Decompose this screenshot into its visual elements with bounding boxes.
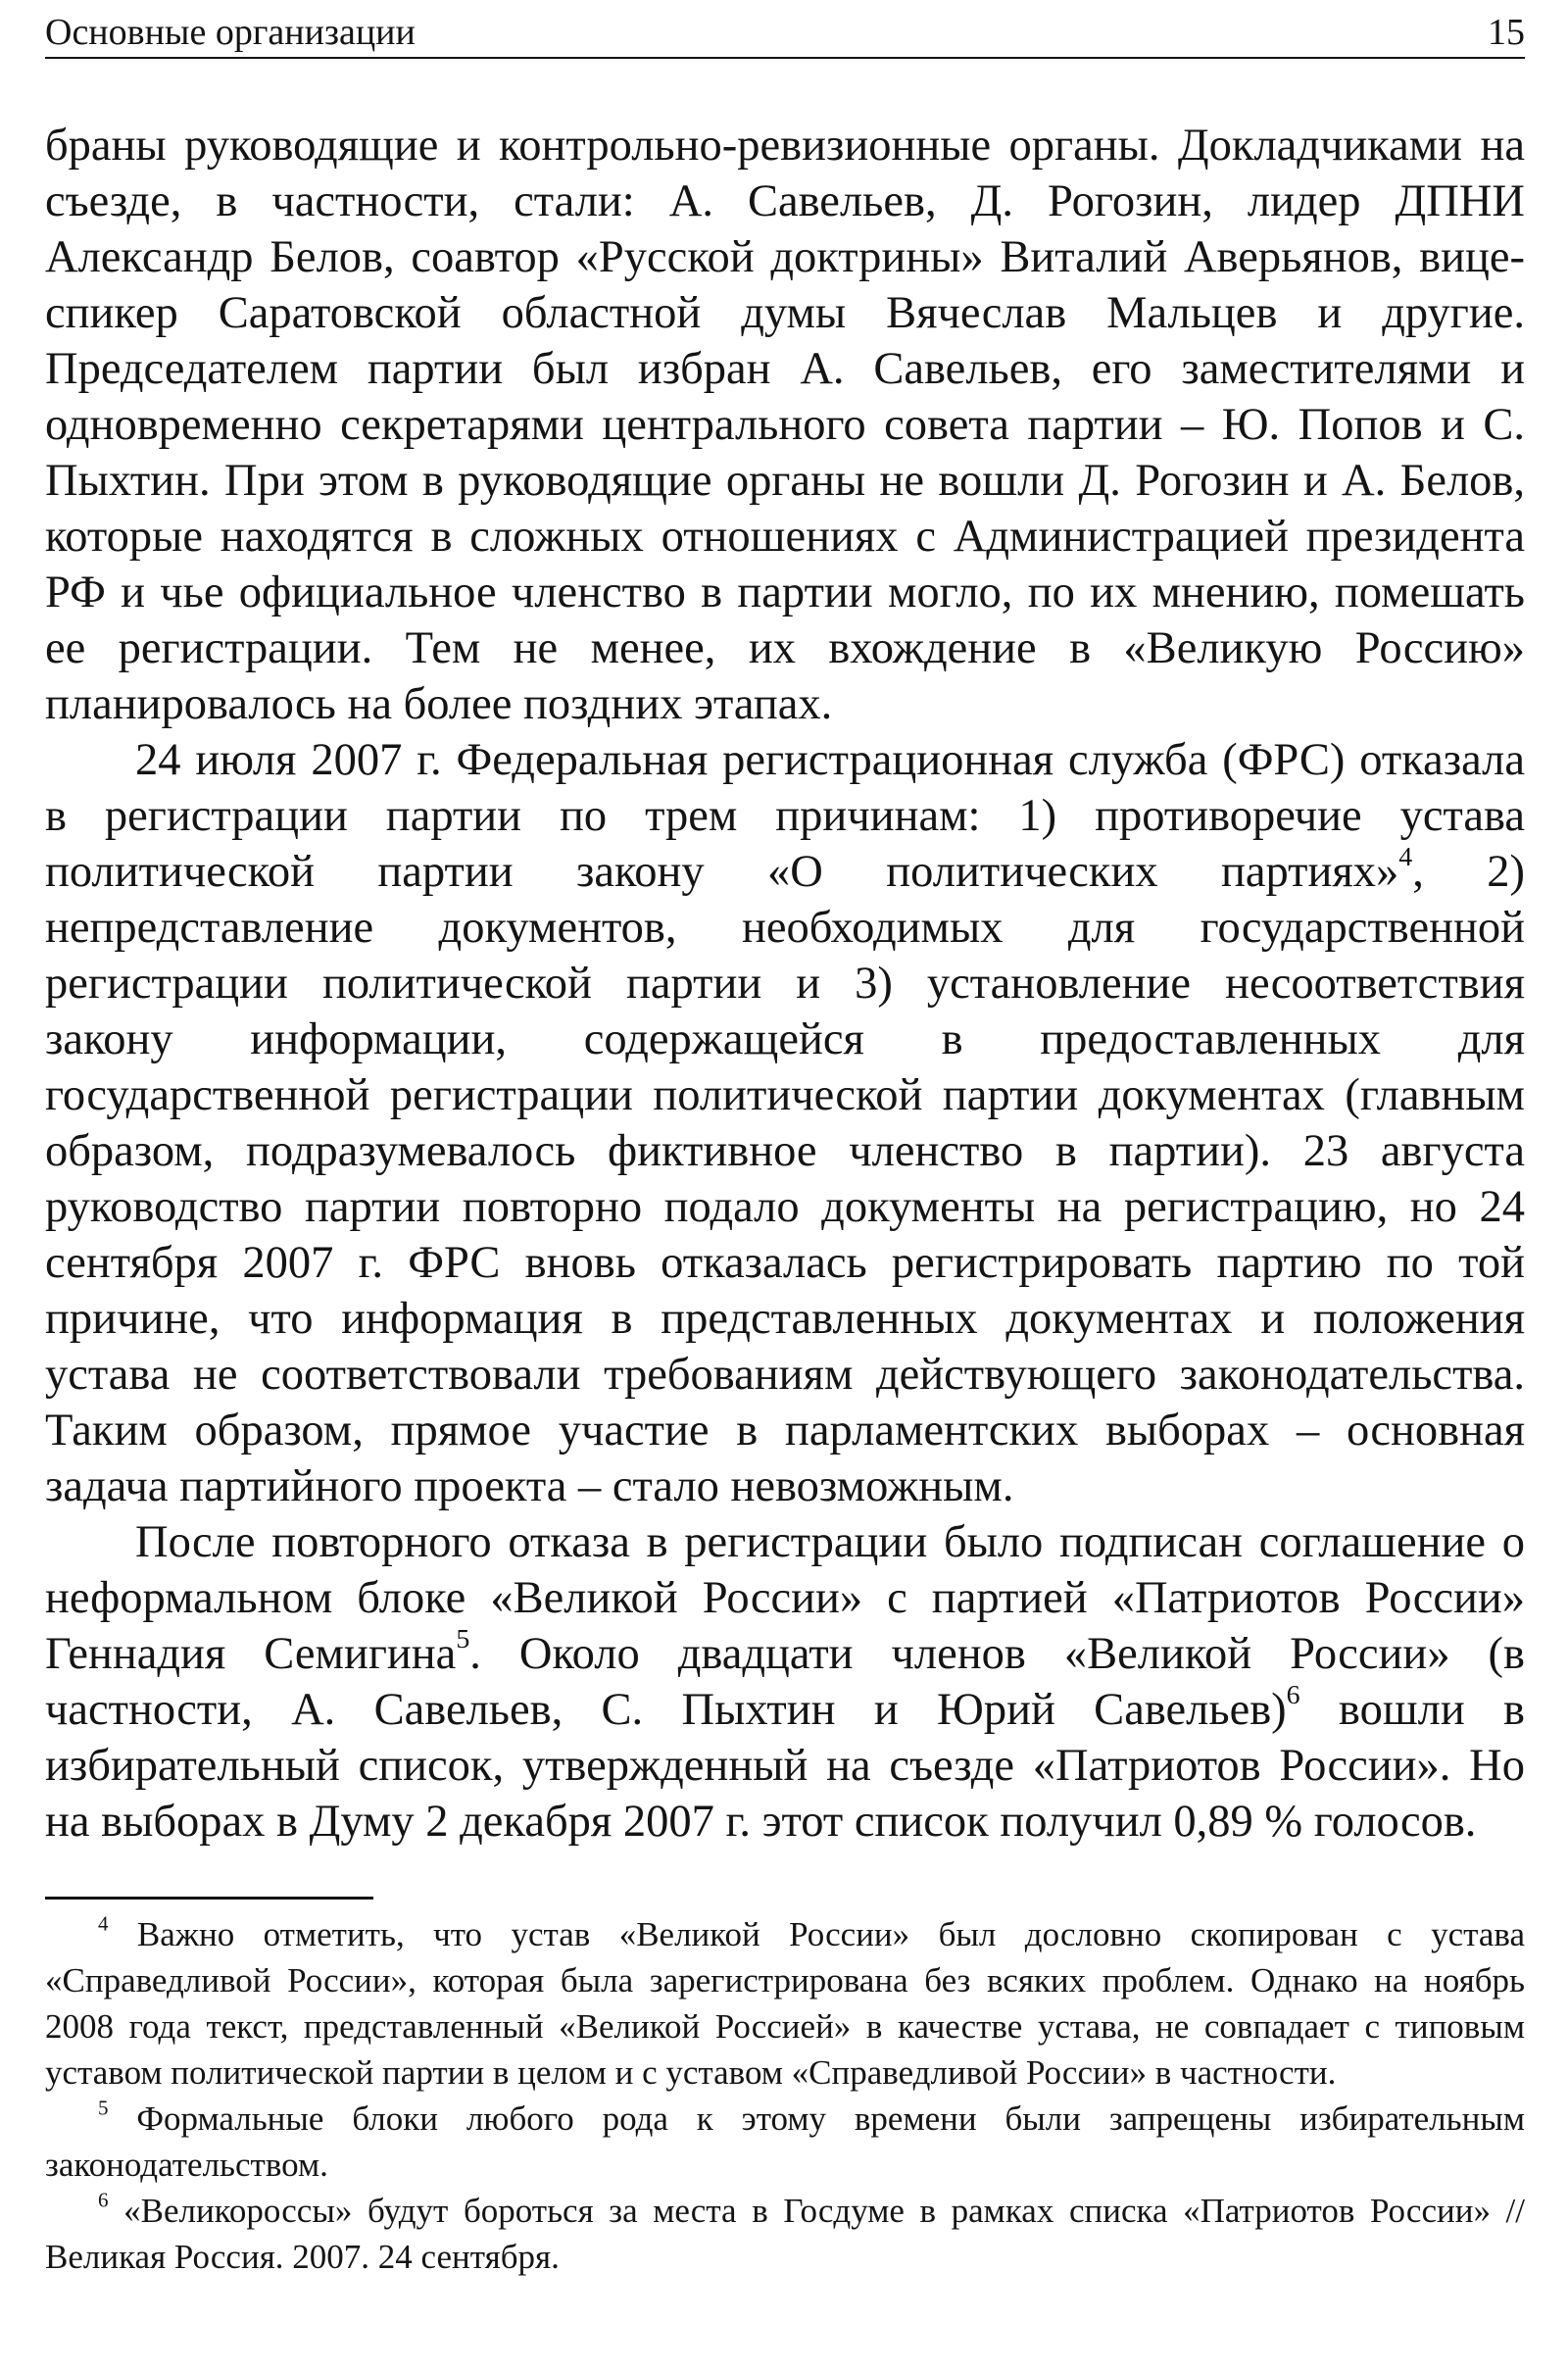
footnote-ref-6: 6 (1286, 1680, 1300, 1711)
page-number: 15 (1488, 12, 1525, 53)
footnote-marker-6: 6 (98, 2188, 109, 2212)
paragraph-3-text-c: вошли в избирательный список, утвержденный на съезде «Патриотов России». Но на выборах в Думу 2 декабря 2007 г. этот список получил 0,89 % голосов. (45, 1685, 1525, 1847)
footnote-4 (45, 1911, 1525, 2096)
book-page (45, 0, 1525, 2370)
paragraph-2-text-b: , 2) непредставление документов, необходимых для государственной регистрации политической партии и 3) установление несоответствия закону информации, содержащейся в предоставленных для государственной регистрации политической партии документах (главным образом, подразумевалось фиктивное членство в партии). 23 августа руководство партии повторно подало документы на регистрацию, но 24 сентября 2007 г. ФРС вновь отказалась регистрировать партию по той причине, что информация в представленных документах и положения устава не соответствовали требованиям действующего законодательства. Таким образом, прямое участие в парламентских выборах – основная задача партийного проекта – стало невозможным. (45, 847, 1525, 1511)
paragraph-1: браны руководящие и контрольно-ревизионные органы. Докладчиками на съезде, в частности, стали: А. Савельев, Д. Рогозин, лидер ДПНИ Александр Белов, соавтор «Русской доктрины» Виталий Аверьянов, вице-спикер Саратовской областной думы Вячеслав Мальцев и другие. Председателем партии был избран А. Савельев, его заместителями и одновременно секретарями центрального совета партии – Ю. Попов и С. Пыхтин. При этом в руководящие органы не вошли Д. Рогозин и А. Белов, которые находятся в сложных отношениях с Администрацией президента РФ и чье официальное членство в партии могло, по их мнению, помешать ее регистрации. Тем не менее, их вхождение в «Великую Россию» планировалось на более поздних этапах. (45, 121, 1525, 729)
footnote-6 (45, 2188, 1525, 2280)
footnote-5-text: Формальные блоки любого рода к этому времени были запрещены избирательным законодательством. (45, 2099, 1525, 2184)
footnote-ref-4: 4 (1398, 842, 1413, 873)
paragraph-2 (45, 732, 1525, 1514)
footnotes (45, 1911, 1525, 2280)
footnote-separator (45, 1897, 373, 1900)
running-header (45, 8, 1525, 59)
paragraph-3 (45, 1514, 1525, 1850)
footnote-marker-4: 4 (98, 1911, 109, 1936)
footnote-5 (45, 2096, 1525, 2188)
footnote-ref-5: 5 (456, 1624, 470, 1655)
paragraph-3-text-a: После повторного отказа в регистрации было подписан соглашение о неформальном блоке «Великой России» с партией «Патриотов России» Геннадия Семигина (45, 1517, 1525, 1679)
footnote-4-text: Важно отметить, что устав «Великой России» был дословно скопирован с устава «Справедливой России», которая была зарегистрирована без всяких проблем. Однако на ноябрь 2008 года текст, представленный «Великой Россией» в качестве устава, не совпадает с типовым уставом политической партии в целом и с уставом «Справедливой России» в частности. (45, 1915, 1525, 2092)
main-text (45, 118, 1525, 1850)
paragraph-2-text-a: 24 июля 2007 г. Федеральная регистрационная служба (ФРС) отказала в регистрации партии по трем причинам: 1) противоречие устава политической партии закону «О политических партиях» (45, 735, 1525, 897)
footnote-6-text: «Великороссы» будут бороться за места в Госдуме в рамках списка «Патриотов России» // Великая Россия. 2007. 24 сентября. (45, 2192, 1525, 2276)
paragraph-3-text-b: . Около двадцати членов «Великой России» (в частности, А. Савельев, С. Пыхтин и Юрий Савельев) (45, 1629, 1525, 1735)
footnote-marker-5: 5 (98, 2096, 109, 2120)
running-header-title: Основные организации (45, 12, 416, 53)
